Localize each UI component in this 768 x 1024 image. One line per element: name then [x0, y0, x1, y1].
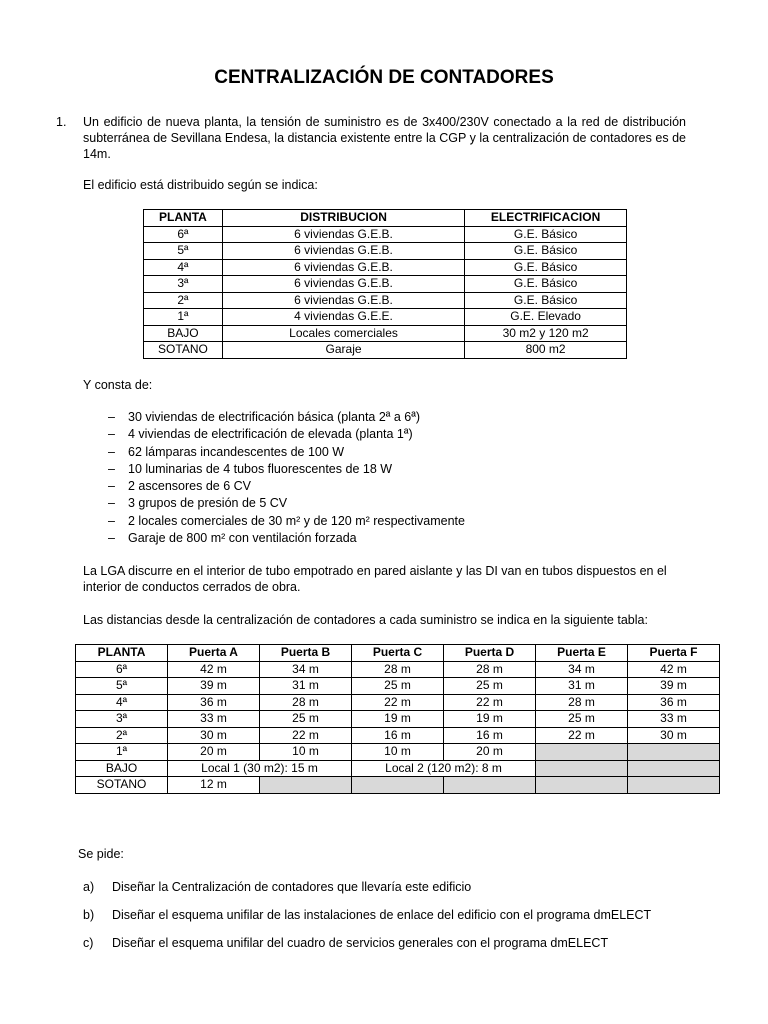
- table-cell: 42 m: [628, 661, 720, 678]
- table-row: [76, 678, 720, 695]
- distances-intro: Las distancias desde la centralización de contadores a cada suministro se indica en la siguiente tabla:: [83, 613, 648, 627]
- table-row-sotano: [76, 777, 720, 794]
- table-cell: 1ª: [76, 744, 168, 761]
- table-cell: 25 m: [352, 678, 444, 695]
- intro-paragraph: Un edificio de nueva planta, la tensión de suministro es de 3x400/230V conectado a la red de distribución subterránea de Sevillana Endesa, la distancia existente entre la CGP y la centralización de contadores es de 14m.: [83, 115, 686, 161]
- table-row: [144, 276, 627, 293]
- page-title: CENTRALIZACIÓN DE CONTADORES: [214, 67, 554, 88]
- consta-label: Y consta de:: [83, 378, 153, 392]
- table-cell: 6 viviendas G.E.B.: [222, 292, 464, 309]
- cell-empty: [628, 760, 720, 777]
- cell-empty: [536, 777, 628, 794]
- table-cell: 1ª: [144, 309, 223, 326]
- cell-bajo-label: BAJO: [76, 760, 168, 777]
- table-cell: 33 m: [628, 711, 720, 728]
- table-row: [76, 661, 720, 678]
- table-cell: 6 viviendas G.E.B.: [222, 259, 464, 276]
- table-cell: 25 m: [260, 711, 352, 728]
- table-cell: BAJO: [144, 325, 223, 342]
- cell-empty: [628, 744, 720, 761]
- table-row-bajo: [76, 760, 720, 777]
- table-cell: 4ª: [144, 259, 223, 276]
- cell-empty: [536, 760, 628, 777]
- header-planta: PLANTA: [144, 210, 223, 227]
- distances-table: [75, 644, 720, 794]
- task-text: Diseñar la Centralización de contadores que llevaría este edificio: [112, 880, 472, 894]
- table-cell: 10 m: [260, 744, 352, 761]
- table-cell: 5ª: [76, 678, 168, 695]
- se-pide-label: Se pide:: [78, 847, 124, 861]
- table-header-row: [76, 645, 720, 662]
- cell-empty: [260, 777, 352, 794]
- table-row: [76, 711, 720, 728]
- header-distribucion: DISTRIBUCION: [222, 210, 464, 227]
- list-item: – Garaje de 800 m² con ventilación forzada: [108, 530, 465, 547]
- table-row: [76, 694, 720, 711]
- task-text: Diseñar el esquema unifilar del cuadro de servicios generales con el programa dmELECT: [112, 936, 609, 950]
- table-cell: 10 m: [352, 744, 444, 761]
- table-cell: G.E. Básico: [465, 259, 627, 276]
- task-label: c): [83, 936, 94, 950]
- table-cell: 34 m: [260, 661, 352, 678]
- task-label: a): [83, 880, 95, 894]
- header-puerta-f: Puerta F: [628, 645, 720, 662]
- table-cell: 2ª: [76, 727, 168, 744]
- table-cell: 25 m: [536, 711, 628, 728]
- consta-list: [108, 409, 465, 547]
- table-row: [144, 325, 627, 342]
- cell-local-2: Local 2 (120 m2): 8 m: [352, 760, 536, 777]
- distribution-table: [143, 209, 627, 359]
- table-row: [144, 309, 627, 326]
- cell-empty: [628, 777, 720, 794]
- table-cell: 30 m: [628, 727, 720, 744]
- table-cell: 6 viviendas G.E.B.: [222, 243, 464, 260]
- table-cell: 31 m: [260, 678, 352, 695]
- list-item: – 30 viviendas de electrificación básica (planta 2ª a 6ª): [108, 409, 465, 426]
- item-number: 1.: [56, 115, 67, 129]
- table-cell: 22 m: [444, 694, 536, 711]
- table-cell: 36 m: [628, 694, 720, 711]
- table-cell: 28 m: [444, 661, 536, 678]
- table-cell: 30 m2 y 120 m2: [465, 325, 627, 342]
- table-cell: G.E. Elevado: [465, 309, 627, 326]
- task-label: b): [83, 908, 95, 922]
- header-puerta-c: Puerta C: [352, 645, 444, 662]
- table-cell: 28 m: [352, 661, 444, 678]
- table-row: [76, 727, 720, 744]
- table-row: [144, 259, 627, 276]
- table-cell: 42 m: [168, 661, 260, 678]
- table-cell: 2ª: [144, 292, 223, 309]
- cell-empty: [536, 744, 628, 761]
- table-row: [144, 226, 627, 243]
- table-cell: 3ª: [76, 711, 168, 728]
- table-cell: 5ª: [144, 243, 223, 260]
- list-item: – 2 locales comerciales de 30 m² y de 120 m² respectivamente: [108, 513, 465, 530]
- table-cell: 6 viviendas G.E.B.: [222, 276, 464, 293]
- list-item: – 2 ascensores de 6 CV: [108, 478, 465, 495]
- table-cell: 20 m: [444, 744, 536, 761]
- table-cell: 19 m: [352, 711, 444, 728]
- table-cell: 6 viviendas G.E.B.: [222, 226, 464, 243]
- table-cell: G.E. Básico: [465, 276, 627, 293]
- list-item: – 10 luminarias de 4 tubos fluorescentes de 18 W: [108, 461, 465, 478]
- table-cell: 6ª: [76, 661, 168, 678]
- table-cell: 36 m: [168, 694, 260, 711]
- table-cell: 20 m: [168, 744, 260, 761]
- list-item: – 3 grupos de presión de 5 CV: [108, 495, 465, 512]
- table-cell: 4ª: [76, 694, 168, 711]
- table-cell: 19 m: [444, 711, 536, 728]
- header-puerta-b: Puerta B: [260, 645, 352, 662]
- header-puerta-d: Puerta D: [444, 645, 536, 662]
- table-cell: G.E. Básico: [465, 292, 627, 309]
- table-cell: 22 m: [352, 694, 444, 711]
- lga-paragraph: La LGA discurre en el interior de tubo empotrado en pared aislante y las DI van en tubos dispuestos en el interior de conductos cerrados de obra.: [83, 564, 667, 594]
- table-cell: 39 m: [168, 678, 260, 695]
- table-cell: 4 viviendas G.E.E.: [222, 309, 464, 326]
- header-puerta-e: Puerta E: [536, 645, 628, 662]
- table-cell: 28 m: [260, 694, 352, 711]
- table-cell: 16 m: [444, 727, 536, 744]
- table-row: [144, 292, 627, 309]
- table-row: [76, 744, 720, 761]
- table-cell: 28 m: [536, 694, 628, 711]
- cell-sotano-label: SOTANO: [76, 777, 168, 794]
- table-row: [144, 243, 627, 260]
- table-cell: 30 m: [168, 727, 260, 744]
- cell-empty: [352, 777, 444, 794]
- table-row: [144, 342, 627, 359]
- table-cell: 34 m: [536, 661, 628, 678]
- table-cell: 33 m: [168, 711, 260, 728]
- header-electrificacion: ELECTRIFICACION: [465, 210, 627, 227]
- table-cell: SOTANO: [144, 342, 223, 359]
- table-cell: 16 m: [352, 727, 444, 744]
- list-item: – 62 lámparas incandescentes de 100 W: [108, 444, 465, 461]
- header-puerta-a: Puerta A: [168, 645, 260, 662]
- table-cell: 22 m: [260, 727, 352, 744]
- table-cell: Locales comerciales: [222, 325, 464, 342]
- distribution-intro: El edificio está distribuido según se indica:: [83, 178, 318, 192]
- table-cell: 25 m: [444, 678, 536, 695]
- cell-local-1: Local 1 (30 m2): 15 m: [168, 760, 352, 777]
- table-cell: G.E. Básico: [465, 243, 627, 260]
- cell-sotano-value: 12 m: [168, 777, 260, 794]
- table-cell: 22 m: [536, 727, 628, 744]
- list-item: – 4 viviendas de electrificación de elevada (planta 1ª): [108, 426, 465, 443]
- table-cell: G.E. Básico: [465, 226, 627, 243]
- header-planta: PLANTA: [76, 645, 168, 662]
- task-text: Diseñar el esquema unifilar de las instalaciones de enlace del edificio con el programa dmELECT: [112, 908, 652, 922]
- table-header-row: [144, 210, 627, 227]
- table-cell: 800 m2: [465, 342, 627, 359]
- cell-empty: [444, 777, 536, 794]
- table-cell: Garaje: [222, 342, 464, 359]
- table-cell: 31 m: [536, 678, 628, 695]
- table-cell: 3ª: [144, 276, 223, 293]
- table-cell: 39 m: [628, 678, 720, 695]
- table-cell: 6ª: [144, 226, 223, 243]
